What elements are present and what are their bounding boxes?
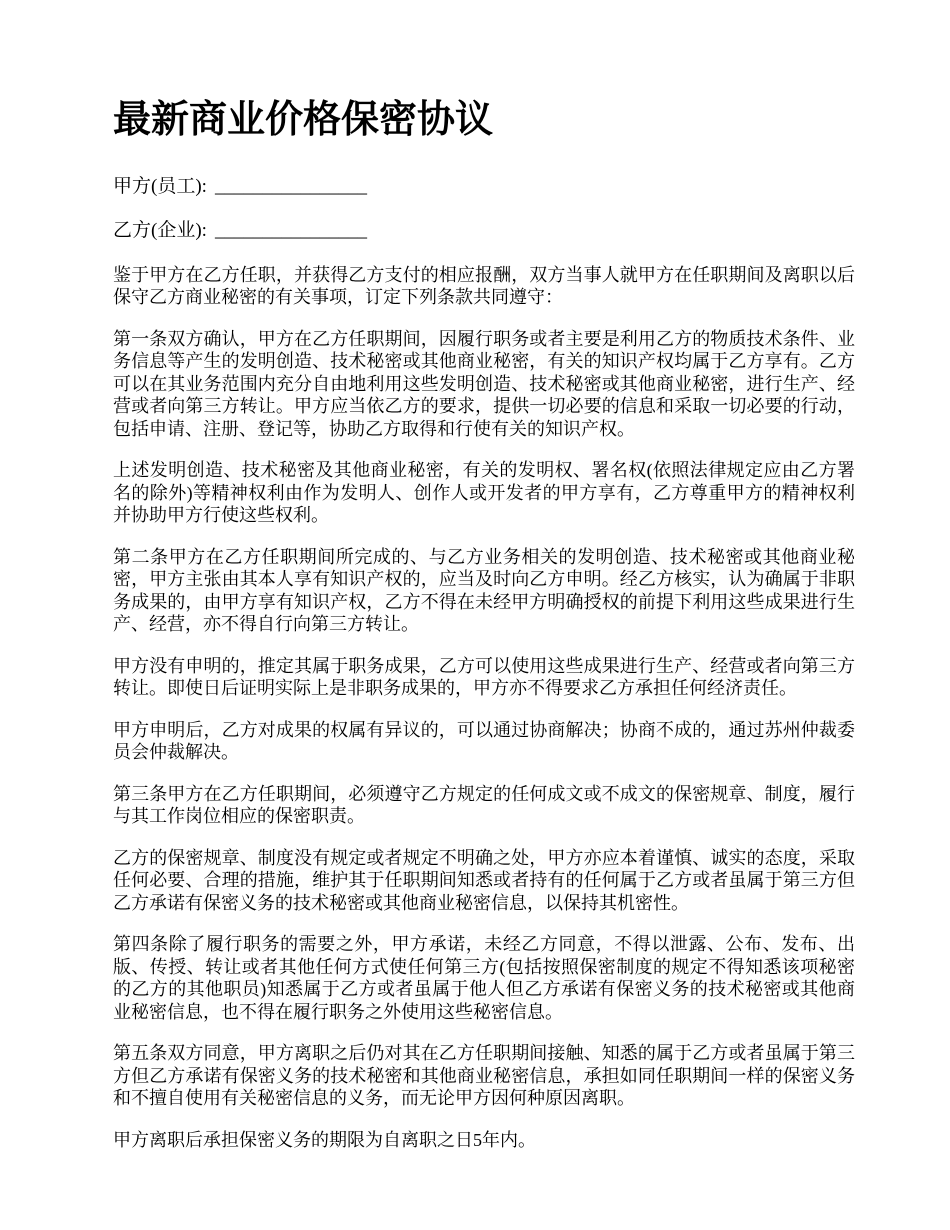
clause-1-paragraph-1: 第一条双方确认，甲方在乙方任职期间，因履行职务或者主要是利用乙方的物质技术条件、业务信息等产生的发明创造、技术秘密或其他商业秘密，有关的知识产权均属于乙方享有。乙方可以在其业务范围内充分自由地利用这些发明创造、技术秘密或其他商业秘密，进行生产、经营或者向第三方转让。甲方应当依乙方的要求，提供一切必要的信息和采取一切必要的行动，包括申请、注册、登记等，协助乙方取得和行使有关的知识产权。	[113, 328, 855, 439]
party-a-label: 甲方(员工):	[113, 175, 207, 197]
party-a-blank: ________________	[214, 175, 367, 197]
clause-2-paragraph-1: 第二条甲方在乙方任职期间所完成的、与乙方业务相关的发明创造、技术秘密或其他商业秘密，甲方主张由其本人享有知识产权的，应当及时向乙方申明。经乙方核实，认为确属于非职务成果的，由甲方享有知识产权，乙方不得在未经甲方明确授权的前提下利用这些成果进行生产、经营，亦不得自行向第三方转让。	[113, 546, 855, 635]
clause-3-paragraph-2: 乙方的保密规章、制度没有规定或者规定不明确之处，甲方亦应本着谨慎、诚实的态度，采取任何必要、合理的措施，维护其于任职期间知悉或者持有的任何属于乙方或者虽属于第三方但乙方承诺有保密义务的技术秘密或其他商业秘密信息，以保持其机密性。	[113, 847, 855, 913]
party-b-label: 乙方(企业):	[113, 219, 207, 241]
clause-2-paragraph-3: 甲方申明后，乙方对成果的权属有异议的，可以通过协商解决；协商不成的，通过苏州仲裁委员会仲裁解决。	[113, 719, 855, 763]
party-b-blank: ________________	[214, 219, 367, 241]
party-a-line	[113, 176, 855, 198]
clause-5-paragraph-1: 第五条双方同意，甲方离职之后仍对其在乙方任职期间接触、知悉的属于乙方或者虽属于第三方但乙方承诺有保密义务的技术秘密和其他商业秘密信息，承担如同任职期间一样的保密义务和不擅自使用有关秘密信息的义务，而无论甲方因何种原因离职。	[113, 1043, 855, 1109]
clause-2-paragraph-2: 甲方没有申明的，推定其属于职务成果，乙方可以使用这些成果进行生产、经营或者向第三方转让。即使日后证明实际上是非职务成果的，甲方亦不得要求乙方承担任何经济责任。	[113, 655, 855, 699]
clause-5-paragraph-2: 甲方离职后承担保密义务的期限为自离职之日5年内。	[113, 1129, 536, 1150]
clause-3-paragraph-1: 第三条甲方在乙方任职期间，必须遵守乙方规定的任何成文或不成文的保密规章、制度，履行与其工作岗位相应的保密职责。	[113, 783, 855, 827]
party-b-line	[113, 220, 855, 242]
document-title: 最新商业价格保密协议	[113, 99, 494, 141]
preamble-paragraph: 鉴于甲方在乙方任职，并获得乙方支付的相应报酬，双方当事人就甲方在任职期间及离职以后保守乙方商业秘密的有关事项，订定下列条款共同遵守：	[113, 264, 855, 308]
clause-4-paragraph: 第四条除了履行职务的需要之外，甲方承诺，未经乙方同意，不得以泄露、公布、发布、出版、传授、转让或者其他任何方式使任何第三方(包括按照保密制度的规定不得知悉该项秘密的乙方的其他职员)知悉属于乙方或者虽属于他人但乙方承诺有保密义务的技术秘密或其他商业秘密信息，也不得在履行职务之外使用这些秘密信息。	[113, 934, 855, 1022]
clause-1-paragraph-2: 上述发明创造、技术秘密及其他商业秘密，有关的发明权、署名权(依照法律规定应由乙方署名的除外)等精神权利由作为发明人、创作人或开发者的甲方享有，乙方尊重甲方的精神权利并协助甲方行使这些权利。	[113, 460, 855, 526]
